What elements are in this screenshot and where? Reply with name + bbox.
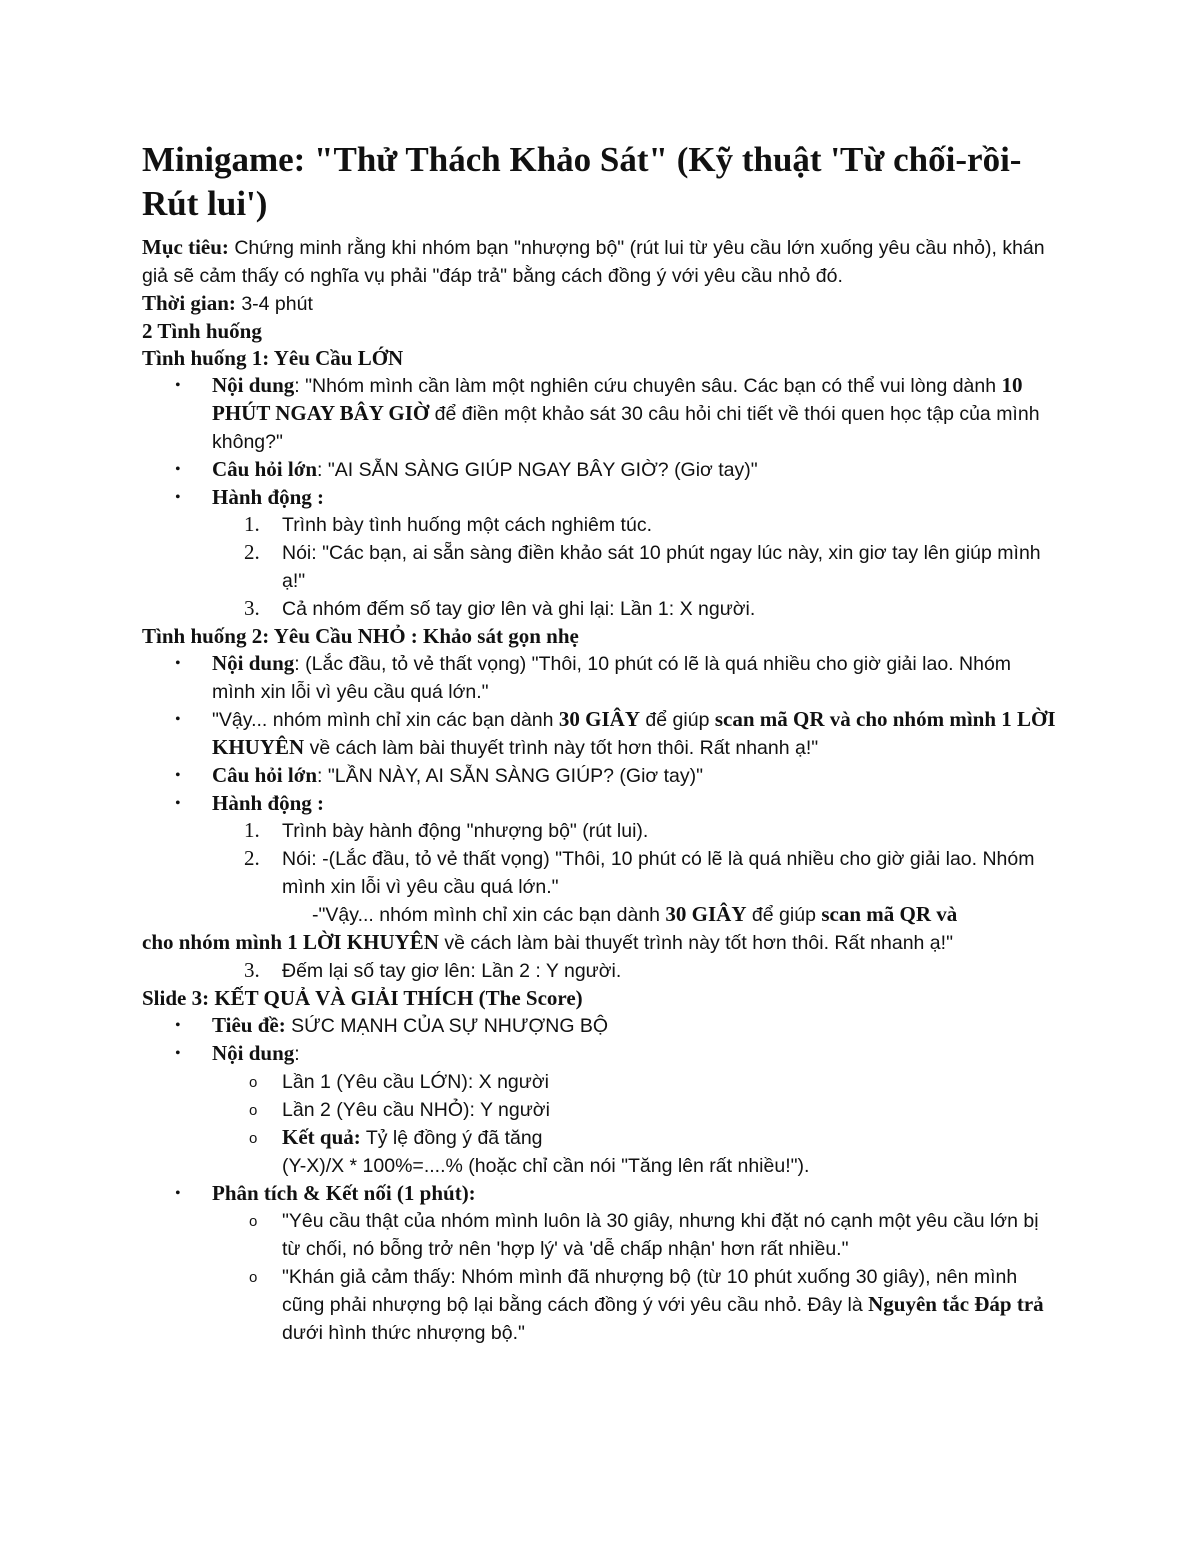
scenario-2-heading: Tình huống 2: Yêu Cầu NHỎ : Khảo sát gọn nhẹ bbox=[142, 624, 579, 648]
slide-3-heading: Slide 3: KẾT QUẢ VÀ GIẢI THÍCH (The Score) bbox=[142, 986, 583, 1010]
scenario-1-steps bbox=[142, 511, 1057, 623]
list-item: • Nội dung: bbox=[175, 1041, 300, 1065]
list-item: • Câu hỏi lớn: "AI SẴN SÀNG GIÚP NGAY BÂY GIỜ? (Giơ tay)" bbox=[175, 457, 758, 481]
list-item: 1. Trình bày hành động "nhượng bộ" (rút lui). bbox=[244, 818, 649, 842]
sub-bullet-icon: o bbox=[249, 1074, 258, 1091]
slide-3-list bbox=[142, 1012, 1057, 1068]
list-item: • Hành động : bbox=[175, 485, 325, 509]
time-text: 3-4 phút bbox=[235, 293, 313, 315]
bullet-icon: • bbox=[175, 1045, 181, 1062]
sub-bullet-icon: o bbox=[249, 1269, 258, 1286]
bullet-icon: • bbox=[175, 711, 181, 728]
bullet-icon: • bbox=[175, 461, 181, 478]
list-item: o "Yêu cầu thật của nhóm mình luôn là 30 giây, nhưng khi đặt nó cạnh một yêu cầu lớn bị từ chối, nó bỗng trở nên 'hợp lý' và 'dễ chấp nhận' hơn rất nhiều." bbox=[249, 1210, 1039, 1260]
list-item: o Lần 2 (Yêu cầu NHỎ): Y người bbox=[142, 1096, 1057, 1124]
slide-3-sublist bbox=[142, 1068, 1057, 1180]
scenario-1-heading: Tình huống 1: Yêu Cầu LỚN bbox=[142, 346, 404, 370]
list-item: 3. Đếm lại số tay giơ lên: Lần 2 : Y người. bbox=[244, 958, 622, 982]
bullet-icon: • bbox=[175, 377, 181, 394]
list-item: • Nội dung: "Nhóm mình cần làm một nghiên cứu chuyên sâu. Các bạn có thể vui lòng dành 10 PHÚT NGAY BÂY GIỜ để điền một khảo sát 30 câu hỏi chi tiết về thói quen học tập của mình không?" bbox=[175, 373, 1040, 453]
document-page bbox=[142, 138, 1057, 1347]
goal-line bbox=[142, 234, 1057, 290]
list-item: o "Khán giả cảm thấy: Nhóm mình đã nhượng bộ (từ 10 phút xuống 30 giây), nên mình cũng phải nhượng bộ lại bằng cách đồng ý với yêu cầu nhỏ. Đây là Nguyên tắc Đáp trả dưới hình thức nhượng bộ." bbox=[249, 1266, 1044, 1344]
time-line bbox=[142, 290, 1057, 318]
list-item: 3. Cả nhóm đếm số tay giơ lên và ghi lại: Lần 1: X người. bbox=[244, 596, 756, 620]
list-item: • Tiêu đề: SỨC MẠNH CỦA SỰ NHƯỢNG BỘ bbox=[175, 1013, 609, 1037]
list-item: 1. Trình bày tình huống một cách nghiêm túc. bbox=[244, 512, 652, 536]
scenario-2-steps bbox=[142, 817, 1057, 901]
bullet-icon: • bbox=[175, 1185, 181, 1202]
sub-bullet-icon: o bbox=[249, 1130, 258, 1147]
bullet-icon: • bbox=[175, 1017, 181, 1034]
list-item: o Kết quả: Tỷ lệ đồng ý đã tăng (Y-X)/X * 100%=....% (hoặc chỉ cần nói "Tăng lên rất nhiều!"). bbox=[249, 1125, 810, 1177]
scenario-2-list bbox=[142, 650, 1057, 817]
time-label: Thời gian: bbox=[142, 291, 236, 315]
goal-text: Chứng minh rằng khi nhóm bạn "nhượng bộ" (rút lui từ yêu cầu lớn xuống yêu cầu nhỏ), khán giả sẽ cảm thấy có nghĩa vụ phải "đáp trả" bằng cách đồng ý với yêu cầu nhỏ đó. bbox=[142, 237, 1045, 287]
bullet-icon: • bbox=[175, 767, 181, 784]
slide-3-analysis-list bbox=[142, 1180, 1057, 1207]
list-item: • Phân tích & Kết nối (1 phút): bbox=[175, 1181, 476, 1205]
scenario-2-continuation: -"Vậy... nhóm mình chỉ xin các bạn dành 30 GIÂY để giúp scan mã QR và cho nhóm mình 1 LỜI KHUYÊN về cách làm bài thuyết trình này tốt hơn thôi. Rất nhanh ạ!" bbox=[142, 902, 958, 954]
list-item: 2. Nói: -(Lắc đầu, tỏ vẻ thất vọng) "Thôi, 10 phút có lẽ là quá nhiều cho giờ giải lao. Nhóm mình xin lỗi vì yêu cầu quá lớn." bbox=[244, 846, 1035, 898]
list-item: • Câu hỏi lớn: "LẦN NÀY, AI SẴN SÀNG GIÚP? (Giơ tay)" bbox=[175, 763, 704, 787]
bullet-icon: • bbox=[175, 655, 181, 672]
list-item: 2. Nói: "Các bạn, ai sẵn sàng điền khảo sát 10 phút ngay lúc này, xin giơ tay lên giúp mình ạ!" bbox=[244, 540, 1041, 592]
sub-bullet-icon: o bbox=[249, 1213, 258, 1230]
scenario-1-list bbox=[142, 372, 1057, 511]
document-title: Minigame: "Thử Thách Khảo Sát" (Kỹ thuật 'Từ chối-rồi-Rút lui') bbox=[142, 140, 1022, 223]
list-item: • Hành động : bbox=[175, 791, 325, 815]
scenario-count-heading: 2 Tình huống bbox=[142, 319, 262, 343]
slide-3-analysis-sublist bbox=[142, 1207, 1057, 1347]
goal-label: Mục tiêu: bbox=[142, 235, 229, 259]
list-item: • "Vậy... nhóm mình chỉ xin các bạn dành 30 GIÂY để giúp scan mã QR và cho nhóm mình 1 LỜI KHUYÊN về cách làm bài thuyết trình này tốt hơn thôi. Rất nhanh ạ!" bbox=[175, 707, 1056, 759]
bullet-icon: • bbox=[175, 489, 181, 506]
scenario-2-steps-cont bbox=[142, 957, 1057, 985]
sub-bullet-icon: o bbox=[249, 1102, 258, 1119]
list-item: • Nội dung: (Lắc đầu, tỏ vẻ thất vọng) "Thôi, 10 phút có lẽ là quá nhiều cho giờ giải lao. Nhóm mình xin lỗi vì yêu cầu quá lớn." bbox=[175, 651, 1012, 703]
bullet-icon: • bbox=[175, 795, 181, 812]
list-item: o Lần 1 (Yêu cầu LỚN): X người bbox=[142, 1068, 1057, 1096]
